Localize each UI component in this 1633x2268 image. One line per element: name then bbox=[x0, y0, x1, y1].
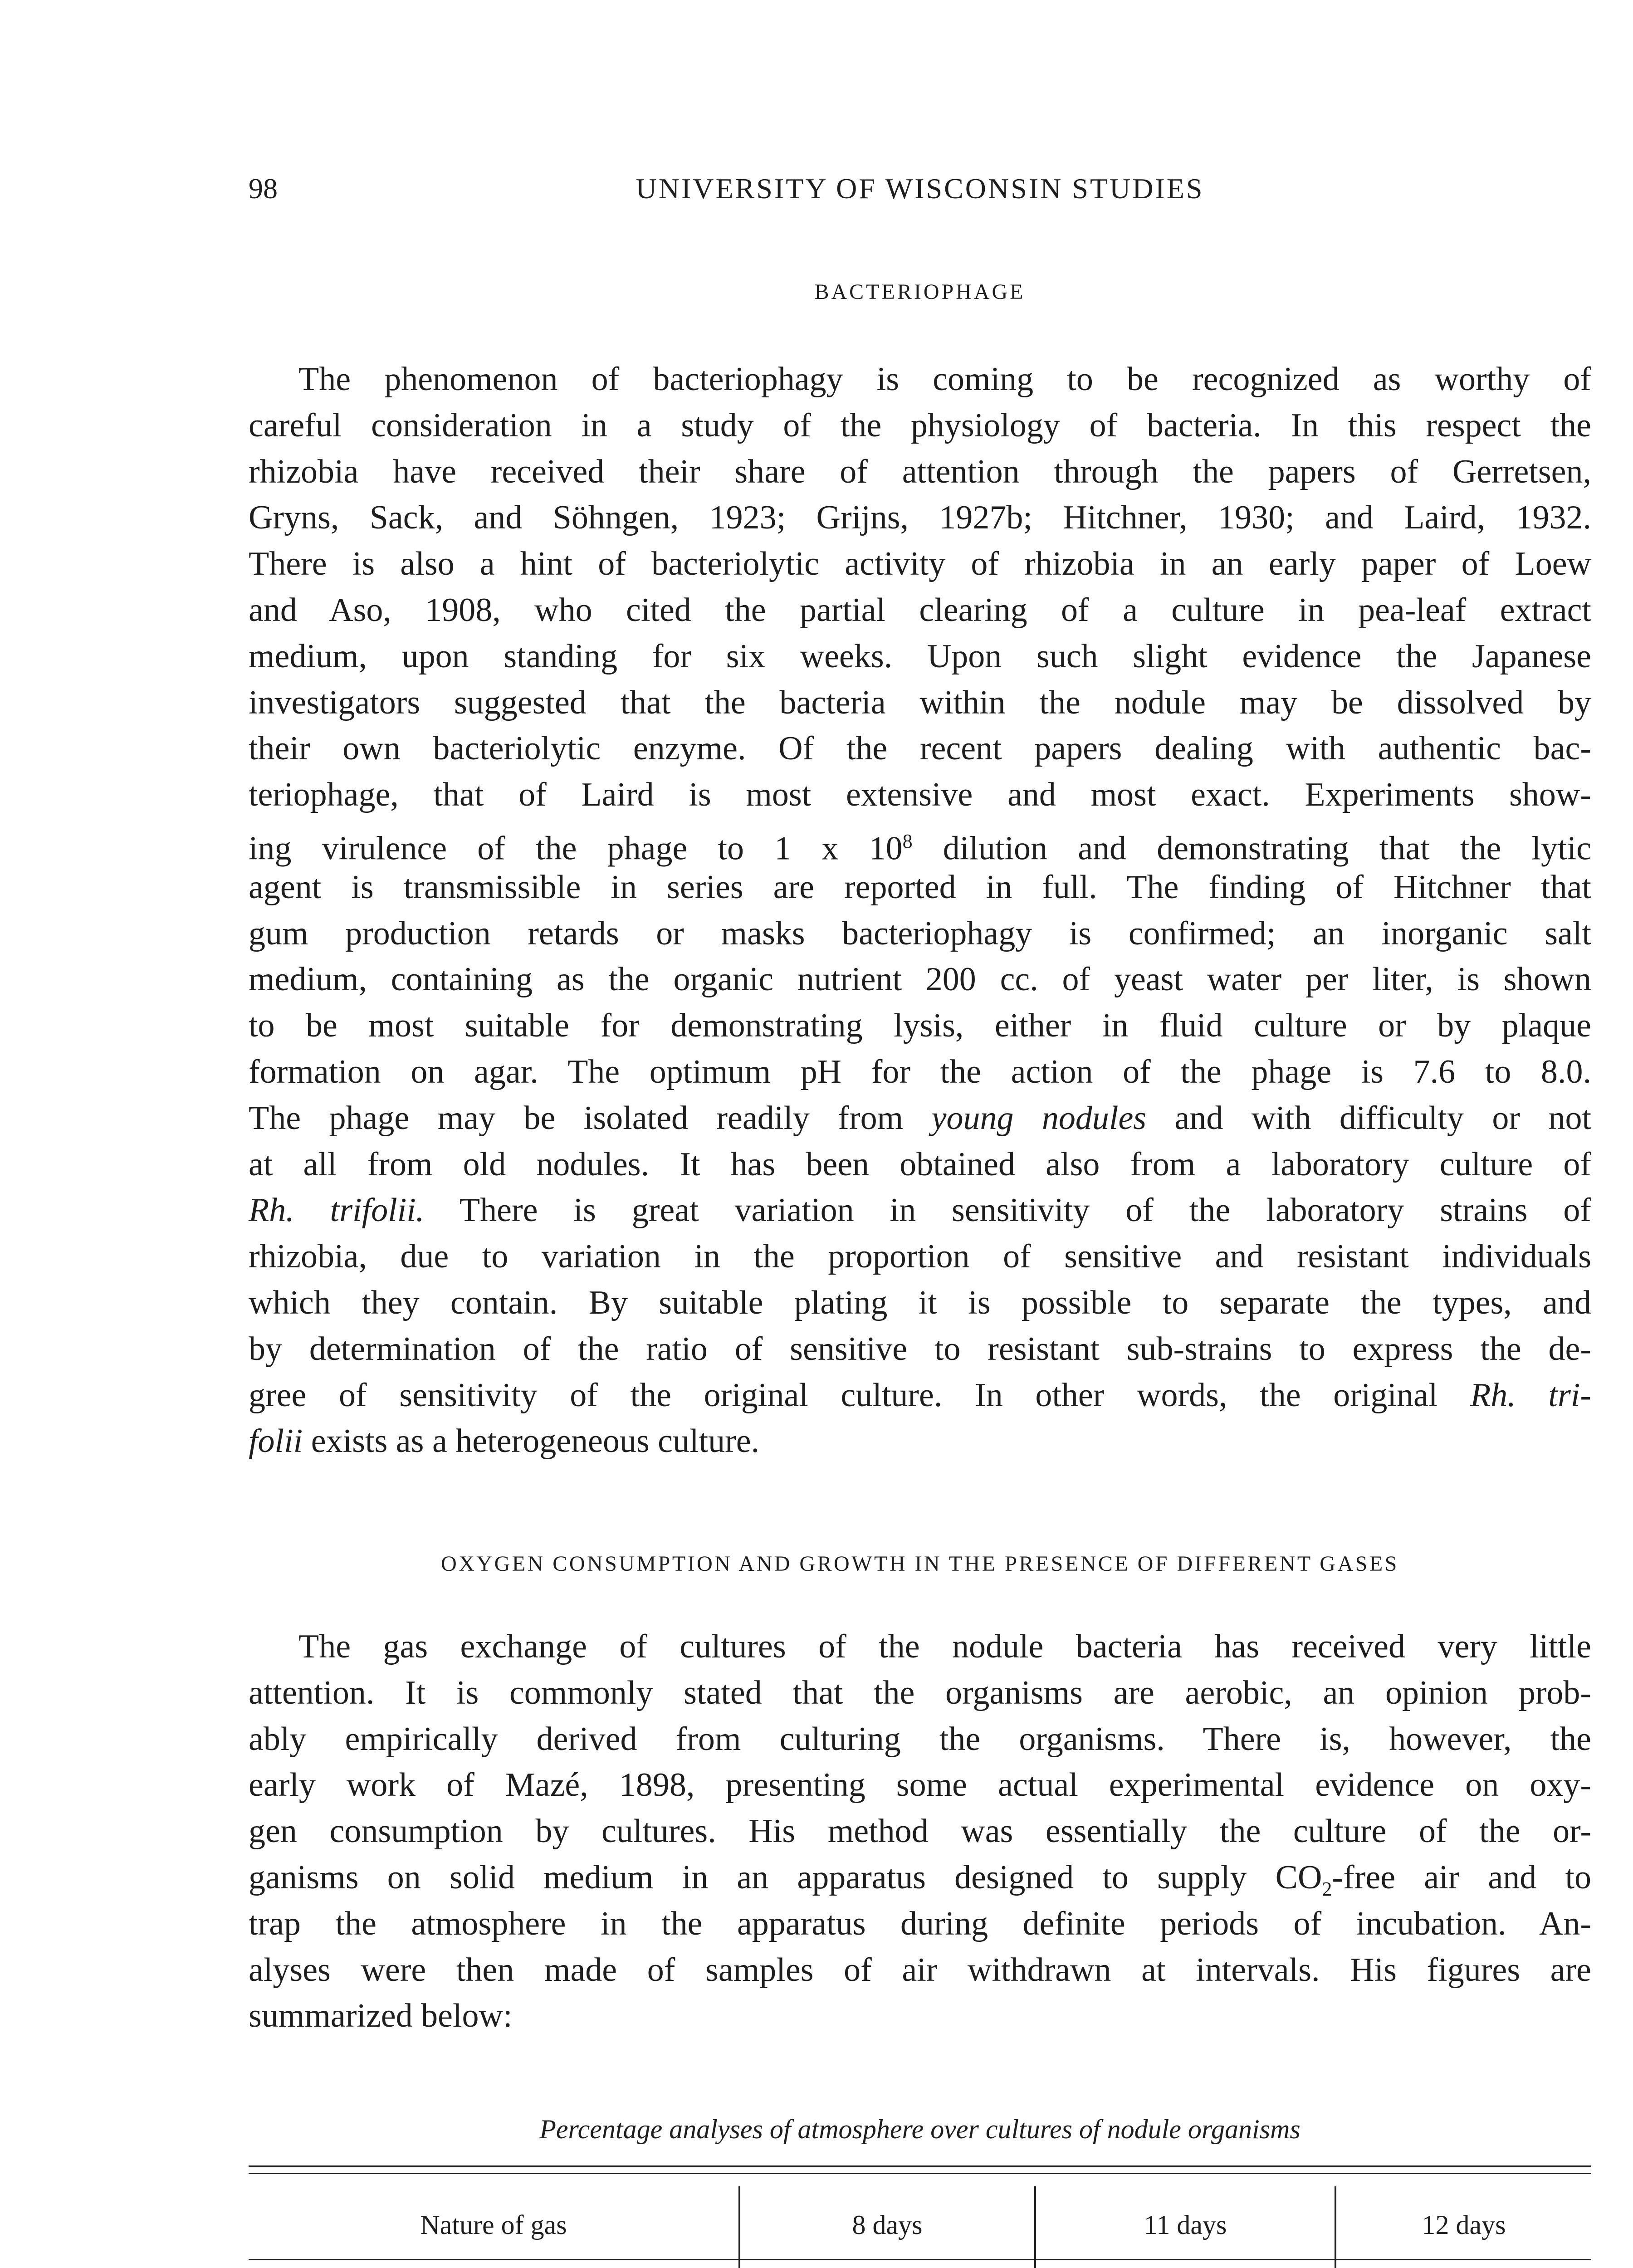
column-header-11-days: 11 days bbox=[1144, 2210, 1227, 2240]
text-line: which they contain. By suitable plating it is possible to separate the types, and bbox=[249, 1284, 1591, 1321]
text-line: careful consideration in a study of the physiology of bacteria. In this respect the bbox=[249, 406, 1591, 444]
text-line: There is also a hint of bacteriolytic activity of rhizobia in an early paper of Loew bbox=[249, 545, 1591, 583]
paragraph-gas-exchange bbox=[249, 1624, 1591, 2039]
text-line: medium, containing as the organic nutrient 200 cc. of yeast water per liter, is shown bbox=[249, 961, 1591, 998]
text-line: formation on agar. The optimum pH for the action of the phage is 7.6 to 8.0. bbox=[249, 1053, 1591, 1090]
table-top-rule-inner bbox=[249, 2173, 1591, 2174]
text-segment: and with difficulty or not bbox=[1146, 1099, 1592, 1137]
text-line: The phenomenon of bacteriophagy is coming to be recognized as worthy of bbox=[298, 361, 1591, 398]
column-header-nature-of-gas: Nature of gas bbox=[420, 2210, 567, 2240]
text-segment: The phage may be isolated readily from bbox=[249, 1099, 932, 1137]
paragraph-bacteriophage bbox=[249, 357, 1591, 1465]
text-segment: exists as a heterogeneous culture. bbox=[303, 1422, 760, 1460]
text-line: teriophage, that of Laird is most extensive and most exact. Experiments show- bbox=[249, 776, 1591, 814]
italic-term: young nodules bbox=[931, 1099, 1147, 1137]
text-line: investigators suggested that the bacteria within the nodule may be dissolved by bbox=[249, 684, 1591, 721]
section-heading-bacteriophage: BACTERIOPHAGE bbox=[814, 280, 1026, 304]
text-line: by determination of the ratio of sensitive to resistant sub-strains to express the de- bbox=[249, 1330, 1591, 1368]
text-line: rhizobia, due to variation in the proportion of sensitive and resistant individuals bbox=[249, 1238, 1591, 1276]
text-line: medium, upon standing for six weeks. Upon such slight evidence the Japanese bbox=[249, 637, 1591, 675]
text-line: rhizobia have received their share of attention through the papers of Gerretsen, bbox=[249, 453, 1591, 490]
journal-title: UNIVERSITY OF WISCONSIN STUDIES bbox=[636, 172, 1204, 205]
column-header-12-days: 12 days bbox=[1422, 2210, 1506, 2240]
text-segment: ing virulence of the phage to 1 x 10 bbox=[249, 830, 903, 867]
text-line bbox=[249, 1855, 1591, 1901]
text-segment: -free air and to bbox=[1332, 1858, 1592, 1896]
text-segment: dilution and demonstrating that the lytic bbox=[912, 830, 1592, 867]
subscript-two: 2 bbox=[1322, 1877, 1332, 1900]
text-line: to be most suitable for demonstrating lysis, either in fluid culture or by plaque bbox=[249, 1007, 1591, 1045]
text-line: trap the atmosphere in the apparatus during definite periods of incubation. An- bbox=[249, 1905, 1591, 1942]
text-line: attention. It is commonly stated that the organisms are aerobic, an opinion prob- bbox=[249, 1674, 1591, 1711]
section-heading-oxygen-consumption: OXYGEN CONSUMPTION AND GROWTH IN THE PRESENCE OF DIFFERENT GASES bbox=[441, 1552, 1399, 1576]
text-line: and Aso, 1908, who cited the partial clearing of a culture in pea-leaf extract bbox=[249, 591, 1591, 629]
text-line: gen consumption by cultures. His method was essentially the culture of the or- bbox=[249, 1813, 1591, 1850]
italic-species-name: Rh. tri- bbox=[1470, 1376, 1591, 1414]
text-line: gum production retards or masks bacteriophagy is confirmed; an inorganic salt bbox=[249, 914, 1591, 952]
text-line: The gas exchange of cultures of the nodule bacteria has received very little bbox=[298, 1628, 1591, 1665]
text-line bbox=[249, 818, 1591, 865]
table-header-rule bbox=[249, 2259, 1591, 2260]
text-line: early work of Mazé, 1898, presenting some actual experimental evidence on oxy- bbox=[249, 1766, 1591, 1804]
text-line: ably empirically derived from culturing the organisms. There is, however, the bbox=[249, 1720, 1591, 1758]
text-segment: There is great variation in sensitivity of the laboratory strains of bbox=[424, 1192, 1591, 1229]
text-line: alyses were then made of samples of air withdrawn at intervals. His figures are bbox=[249, 1951, 1591, 1989]
text-line: Gryns, Sack, and Söhngen, 1923; Grijns, 1927b; Hitchner, 1930; and Laird, 1932. bbox=[249, 499, 1591, 537]
data-table bbox=[249, 2159, 1591, 2268]
column-header-8-days: 8 days bbox=[852, 2210, 923, 2240]
text-line: agent is transmissible in series are reported in full. The finding of Hitchner that bbox=[249, 868, 1591, 906]
text-segment: gree of sensitivity of the original culture. In other words, the original bbox=[249, 1376, 1471, 1414]
page-number: 98 bbox=[249, 172, 278, 205]
text-segment: ganisms on solid medium in an apparatus designed to supply CO bbox=[249, 1858, 1322, 1896]
text-line: their own bacteriolytic enzyme. Of the recent papers dealing with authentic bac- bbox=[249, 730, 1591, 767]
text-line bbox=[249, 1418, 1591, 1465]
italic-species-name: Rh. trifolii. bbox=[249, 1192, 425, 1229]
running-head bbox=[249, 171, 1591, 207]
text-line: at all from old nodules. It has been obtained also from a laboratory culture of bbox=[249, 1145, 1591, 1183]
italic-species-name: folii bbox=[249, 1422, 303, 1460]
text-line bbox=[249, 1373, 1591, 1419]
text-line: summarized below: bbox=[249, 1997, 513, 2035]
table-top-rule bbox=[249, 2165, 1591, 2167]
superscript-exponent: 8 bbox=[902, 830, 913, 852]
text-line bbox=[249, 1095, 1591, 1142]
text-line bbox=[249, 1188, 1591, 1234]
table-caption: Percentage analyses of atmosphere over cultures of nodule organisms bbox=[539, 2114, 1301, 2144]
